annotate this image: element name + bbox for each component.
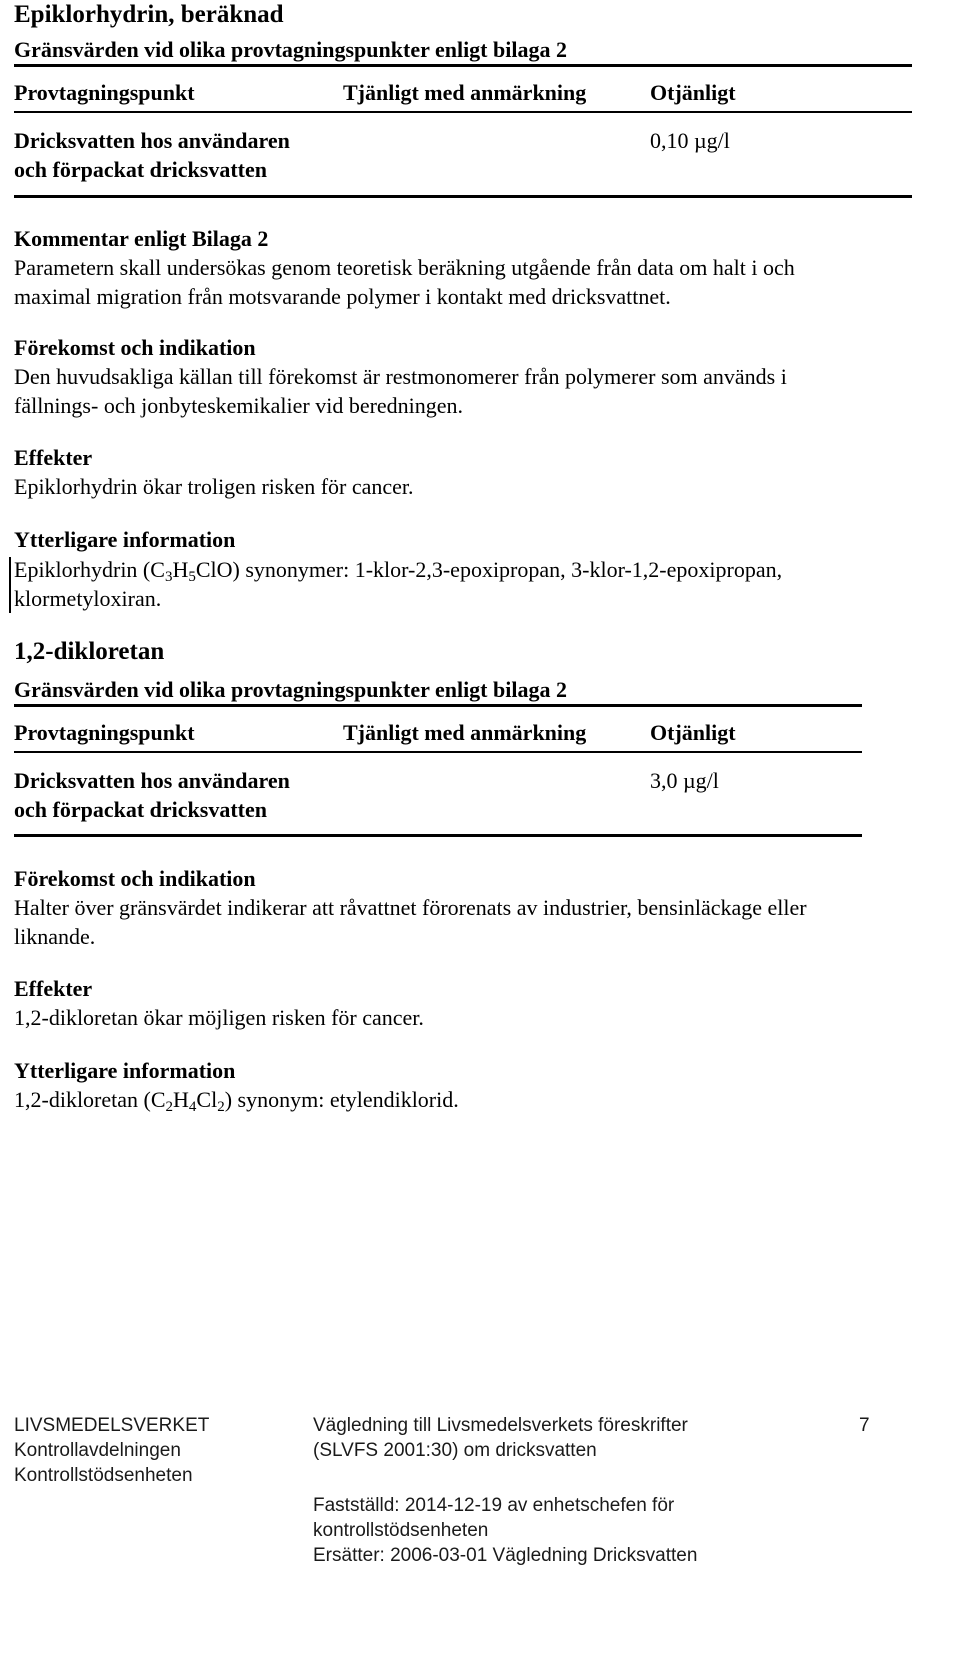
additional-info-line2: klormetyloxiran.: [14, 586, 162, 611]
column-header-sampling-point: Provtagningspunkt: [14, 80, 195, 105]
footer-unit: Kontrollstödsenheten: [14, 1465, 193, 1486]
column-header-fit-with-remark: Tjänligt med anmärkning: [343, 720, 587, 745]
unfit-limit-value: 3,0 µg/l: [650, 768, 719, 793]
limits-subtitle: Gränsvärden vid olika provtagningspunkter enligt bilaga 2: [14, 37, 567, 62]
comment-heading: Kommentar enligt Bilaga 2: [14, 226, 269, 251]
footer-organization: LIVSMEDELSVERKET: [14, 1415, 210, 1436]
limits-subtitle: Gränsvärden vid olika provtagningspunkter enligt bilaga 2: [14, 677, 567, 702]
sampling-point-line2: och förpackat dricksvatten: [14, 797, 267, 822]
occurrence-text-line2: liknande.: [14, 924, 96, 949]
column-header-sampling-point: Provtagningspunkt: [14, 720, 195, 745]
change-bar: [9, 557, 11, 613]
effects-text: 1,2-dikloretan ökar möjligen risken för cancer.: [14, 1005, 424, 1030]
occurrence-text-line1: Den huvudsakliga källan till förekomst är restmonomerer från polymerer som används i: [14, 364, 787, 389]
section-title: 1,2-dikloretan: [14, 638, 165, 665]
effects-heading: Effekter: [14, 445, 93, 470]
occurrence-text-line1: Halter över gränsvärdet indikerar att råvattnet förorenats av industrier, bensinläckage eller: [14, 895, 807, 920]
section-title: Epiklorhydrin, beräknad: [14, 1, 284, 28]
additional-info-heading: Ytterligare information: [14, 527, 236, 552]
occurrence-heading: Förekomst och indikation: [14, 335, 256, 360]
table-header-rule: [14, 751, 862, 753]
unfit-limit-value: 0,10 µg/l: [650, 128, 730, 153]
occurrence-heading: Förekomst och indikation: [14, 866, 256, 891]
additional-info-line1: Epiklorhydrin $(C_3H_5ClO)$ synonymer: 1-klor-2,3-epoxipropan, 3-klor-1,2-epoxipropan,: [14, 557, 783, 585]
footer-document-reference: (SLVFS 2001:30) om dricksvatten: [313, 1440, 597, 1461]
table-bottom-rule: [14, 834, 862, 837]
sampling-point-line1: Dricksvatten hos användaren: [14, 128, 290, 153]
column-header-unfit: Otjänligt: [650, 80, 736, 105]
footer-established: Fastställd: 2014-12-19 av enhetschefen för: [313, 1495, 675, 1516]
comment-text-line1: Parametern skall undersökas genom teoretisk beräkning utgående från data om halt i och: [14, 255, 795, 280]
comment-text-line2: maximal migration från motsvarande polymer i kontakt med dricksvattnet.: [14, 284, 671, 309]
table-header-rule: [14, 111, 912, 113]
footer-department: Kontrollavdelningen: [14, 1440, 181, 1461]
effects-text: Epiklorhydrin ökar troligen risken för cancer.: [14, 474, 414, 499]
occurrence-text-line2: fällnings- och jonbyteskemikalier vid beredningen.: [14, 393, 464, 418]
footer-established-by: kontrollstödsenheten: [313, 1520, 489, 1541]
column-header-unfit: Otjänligt: [650, 720, 736, 745]
table-bottom-rule: [14, 195, 912, 198]
sampling-point-line2: och förpackat dricksvatten: [14, 157, 267, 182]
page-number: 7: [859, 1415, 870, 1436]
sampling-point-line1: Dricksvatten hos användaren: [14, 768, 290, 793]
table-top-rule: [14, 704, 862, 707]
column-header-fit-with-remark: Tjänligt med anmärkning: [343, 80, 587, 105]
footer-document-title: Vägledning till Livsmedelsverkets föreskrifter: [313, 1415, 688, 1436]
table-top-rule: [14, 64, 912, 67]
additional-info-line1: 1,2-dikloretan $(C_2H_4Cl_2)$ synonym: etylendiklorid.: [14, 1087, 459, 1115]
additional-info-heading: Ytterligare information: [14, 1058, 236, 1083]
effects-heading: Effekter: [14, 976, 93, 1001]
footer-replaces: Ersätter: 2006-03-01 Vägledning Dricksvatten: [313, 1545, 698, 1566]
